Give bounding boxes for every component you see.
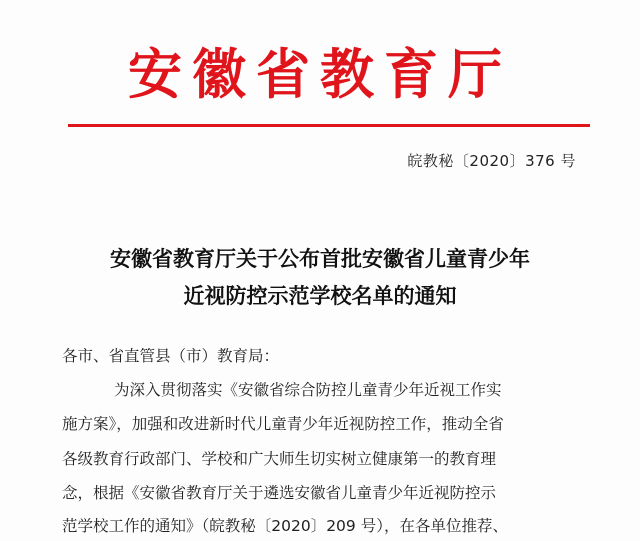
letterhead-title: 安徽省教育厅 — [128, 42, 512, 106]
addressee-line: 各市、省直管县（市）教育局： — [62, 347, 280, 365]
document-title-line-1: 安徽省教育厅关于公布首批安徽省儿童青少年 — [110, 247, 530, 271]
document-title-line-2: 近视防控示范学校名单的通知 — [183, 284, 457, 308]
body-line-4: 念，根据《安徽省教育厅关于遴选安徽省儿童青少年近视防控示 — [62, 484, 497, 502]
body-line-1: 为深入贯彻落实《安徽省综合防控儿童青少年近视工作实 — [114, 381, 502, 399]
body-line-2: 施方案》，加强和改进新时代儿童青少年近视防控工作，推动全省 — [62, 415, 504, 433]
document-number: 皖教秘〔2020〕376 号 — [407, 152, 576, 170]
body-line-5: 范学校工作的通知》（皖教秘〔2020〕209 号），在各单位推荐、 — [62, 517, 508, 535]
red-divider-line — [68, 124, 590, 127]
body-line-3: 各级教育行政部门、学校和广大师生切实树立健康第一的教育理 — [62, 450, 497, 468]
